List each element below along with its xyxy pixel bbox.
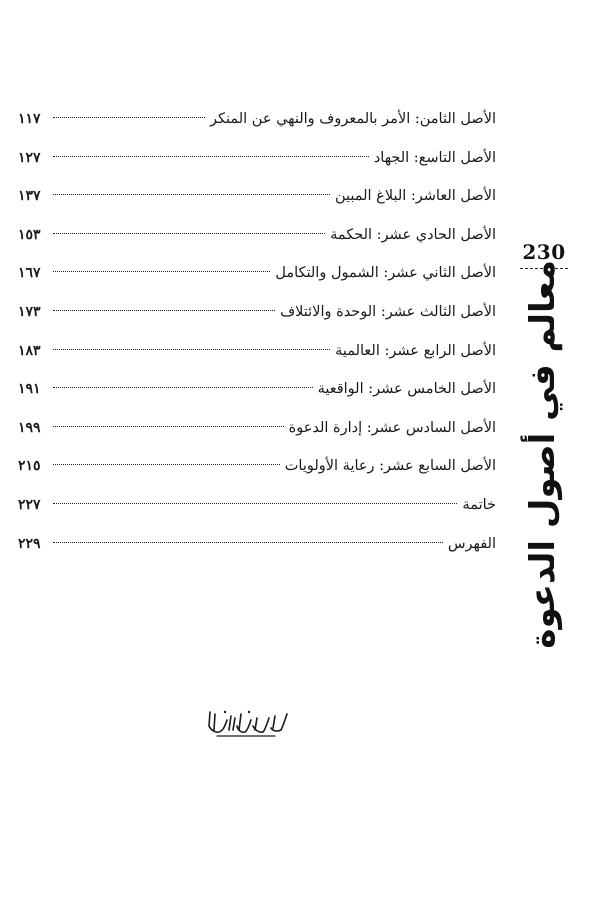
toc-entry-page: ١٨٣ [18,342,41,359]
toc-entry-title: الأصل الثالث عشر: الوحدة والائتلاف [280,303,496,320]
page-number: 230 [522,240,566,264]
toc-entry [18,447,496,486]
toc-entry-page: ١٦٧ [18,265,41,282]
toc-entry [18,177,496,216]
side-margin-band [518,240,570,649]
dot-leader [53,503,457,504]
toc-entry-title: الأصل الخامس عشر: الواقعية [317,381,496,398]
toc-entry [18,332,496,371]
toc-entry-page: ٢١٥ [18,458,41,475]
toc-entry [18,486,496,525]
toc-entry-title: خاتمة [462,496,496,513]
dot-leader [53,233,325,234]
dot-leader [53,271,270,272]
toc-entry-page: ٢٢٧ [18,496,41,513]
toc-entry [18,409,496,448]
toc-entry-title: الأصل الرابع عشر: العالمية [335,342,496,359]
toc-entry [18,139,496,178]
toc-entry-title: الأصل العاشر: البلاغ المبين [334,188,496,205]
toc-entry-title: الأصل الثامن: الأمر بالمعروف والنهي عن المنكر [209,111,496,127]
toc-entry-title: الأصل الثاني عشر: الشمول والتكامل [275,265,496,282]
toc-entry-page: ١٥٣ [18,226,41,243]
dot-leader [53,426,284,427]
dot-leader [53,310,275,311]
dot-leader [53,194,330,195]
toc-entry [18,216,496,255]
toc-entry-page: ١٢٧ [18,149,41,166]
toc-entry [18,293,496,332]
toc-entry [18,525,496,564]
toc-entry-page: ٢٢٩ [18,535,41,552]
toc-entry [18,254,496,293]
toc-entry [18,100,496,139]
toc-entry-page: ١٩١ [18,381,41,398]
closing-calligraphy-mark [205,706,290,738]
dot-leader [53,464,280,465]
dot-leader [53,349,330,350]
toc-entry-page: ١٩٩ [18,419,41,436]
toc-entry-title: الأصل الحادي عشر: الحكمة [330,226,496,243]
toc-entry-title: الأصل السادس عشر: إدارة الدعوة [288,419,496,436]
dot-leader [53,117,205,118]
toc-entry-page: ١٧٣ [18,303,41,320]
table-of-contents [18,100,496,563]
toc-entry-page: ١١٧ [18,111,41,127]
toc-entry-title: الأصل التاسع: الجهاد [373,149,496,166]
dot-leader [53,387,313,388]
toc-entry-page: ١٣٧ [18,188,41,205]
toc-entry [18,370,496,409]
dot-leader [53,156,369,157]
dot-leader [53,542,443,543]
toc-entry-title: الأصل السابع عشر: رعاية الأولويات [284,458,496,475]
toc-entry-title: الفهرس [447,535,496,552]
book-title-calligraphy: معالم في أصول الدعوة [523,260,563,649]
